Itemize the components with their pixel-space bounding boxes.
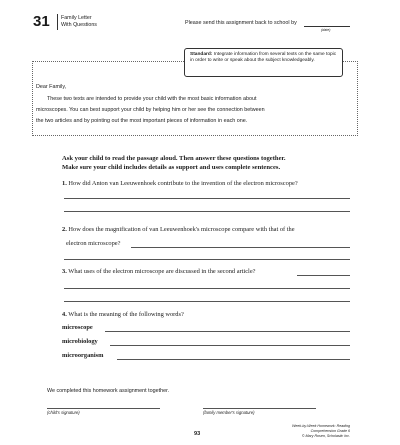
answer-line[interactable] [110, 345, 350, 346]
word-microorganism: microorganism [62, 352, 104, 359]
lesson-number: 31 [33, 13, 50, 30]
answer-line[interactable] [131, 247, 350, 248]
answer-line[interactable] [64, 301, 350, 302]
page-number: 93 [194, 431, 201, 437]
answer-line[interactable] [64, 211, 350, 212]
standard-text: Integrate information from several texts on the same topic in order to write or speak about the subject knowledgeably. [190, 52, 337, 63]
date-label: (date) [321, 27, 331, 32]
answer-line[interactable] [117, 359, 350, 360]
header-divider [57, 14, 58, 30]
question-4 [62, 311, 184, 319]
word-microbiology: microbiology [62, 338, 98, 345]
question-number: 3. [62, 268, 67, 275]
instructions-line1: Ask your child to read the passage aloud. Then answer these questions together. [62, 155, 286, 162]
answer-line[interactable] [297, 275, 350, 276]
family-letter [36, 82, 344, 127]
question-text: What uses of the electron microscope are discussed in the second article? [68, 268, 256, 275]
question-2-cont: electron microscope? [66, 240, 121, 247]
letter-body-line2: microscopes. You can best support your child by helping him or her see the connection between [36, 107, 265, 113]
lesson-title-line1: Family Letter [61, 15, 92, 21]
question-number: 2. [62, 226, 67, 233]
question-2 [62, 226, 295, 234]
credit-line [272, 424, 350, 438]
question-1 [62, 180, 298, 188]
standard-label: Standard: [190, 52, 213, 57]
lesson-title-line2: With Questions [61, 21, 97, 28]
credit-line1: Week-by-Week Homework: Reading Comprehension Grade 6 [292, 424, 350, 433]
child-signature-label: (child's signature) [47, 410, 80, 415]
letter-body-line3: the two articles and by pointing out the most important pieces of information in each one. [36, 118, 248, 124]
question-text: What is the meaning of the following words? [68, 311, 184, 318]
completed-text: We completed this homework assignment together. [47, 388, 170, 394]
credit-line2: © Mary Rosen, Scholastic Inc. [301, 433, 350, 438]
answer-line[interactable] [64, 259, 350, 260]
question-number: 1. [62, 180, 67, 187]
answer-line[interactable] [64, 198, 350, 199]
letter-body-line1: These two texts are intended to provide your child with the most basic information about [47, 96, 257, 102]
family-signature-label: (family member's signature) [203, 410, 255, 415]
instructions [62, 154, 362, 172]
question-3 [62, 268, 256, 276]
standard-box [184, 48, 343, 77]
answer-line[interactable] [64, 288, 350, 289]
question-text: How did Anton van Leeuwenhoek contribute to the invention of the electron microscope? [68, 180, 298, 187]
family-signature-field[interactable] [203, 408, 316, 409]
question-text-line1: How does the magnification of van Leeuwenhoek's microscope compare with that of the [68, 226, 295, 233]
lesson-title [61, 15, 97, 28]
answer-line[interactable] [105, 331, 350, 332]
child-signature-field[interactable] [47, 408, 160, 409]
send-back-text: Please send this assignment back to school by [185, 20, 297, 26]
instructions-line2: Make sure your child includes details as support and uses complete sentences. [62, 164, 281, 171]
question-number: 4. [62, 311, 67, 318]
letter-greeting: Dear Family, [36, 84, 67, 90]
word-microscope: microscope [62, 324, 93, 331]
